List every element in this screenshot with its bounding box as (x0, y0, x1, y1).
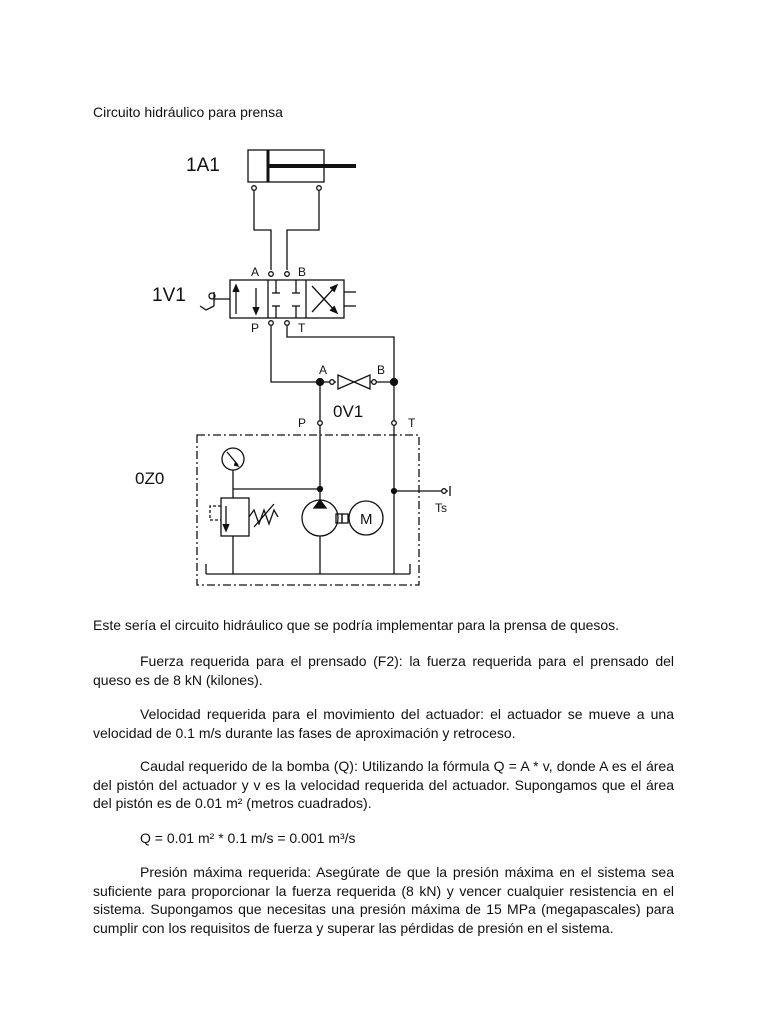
label-valve-b: B (298, 265, 307, 279)
label-unit-t: T (408, 416, 416, 430)
label-ts: Ts (435, 501, 447, 515)
label-unit-p: P (298, 416, 307, 430)
label-check-a: A (319, 363, 328, 377)
paragraph-formula: Q = 0.01 m² * 0.1 m/s = 0.001 m³/s (140, 830, 356, 846)
paragraph-pressure: Presión máxima requerida: Asegúrate de que la presión máxima en el sistema sea suficiente para proporcionar la fuerza requerida (8 kN) y vencer cualquier resistencia en el sistema. Supongamos que necesitas una presión máxima de 15 MPa (megapascales) para cumplir con los requisitos de fuerza y superar las pérdidas de presión en el sistema. (93, 864, 674, 936)
paragraph-velocity: Velocidad requerida para el movimiento del actuador: el actuador se mueve a una velocidad de 0.1 m/s durante las fases de aproximación y retroceso. (93, 706, 674, 741)
label-valve-p: P (251, 321, 260, 335)
label-valve-a: A (251, 265, 260, 279)
label-1v1: 1V1 (152, 285, 186, 306)
paragraph-flow: Caudal requerido de la bomba (Q): Utilizando la fórmula Q = A * v, donde A es el área del pistón del actuador y v es la velocidad requerida del actuador. Supongamos que el área del pistón es de 0.01 m² (metros cuadrados). (93, 758, 674, 811)
check-valve-0v1 (317, 375, 398, 389)
paragraph-intro: Este sería el circuito hidráulico que se podría implementar para la prensa de quesos. (93, 617, 620, 633)
label-check-b: B (377, 363, 386, 377)
label-motor: M (360, 511, 373, 528)
document-title: Circuito hidráulico para prensa (93, 104, 283, 120)
cylinder-1a1 (248, 150, 356, 190)
cylinder-lines (254, 191, 319, 276)
label-valve-t: T (298, 321, 306, 335)
label-1a1: 1A1 (186, 155, 220, 176)
label-0z0: 0Z0 (135, 469, 165, 488)
label-0v1: 0V1 (333, 402, 364, 421)
valve-1v1 (200, 280, 344, 318)
power-unit-0z0 (197, 426, 450, 585)
paragraph-force: Fuerza requerida para el prensado (F2): la fuerza requerida para el prensado del queso es de 8 kN (kilones). (93, 653, 674, 688)
